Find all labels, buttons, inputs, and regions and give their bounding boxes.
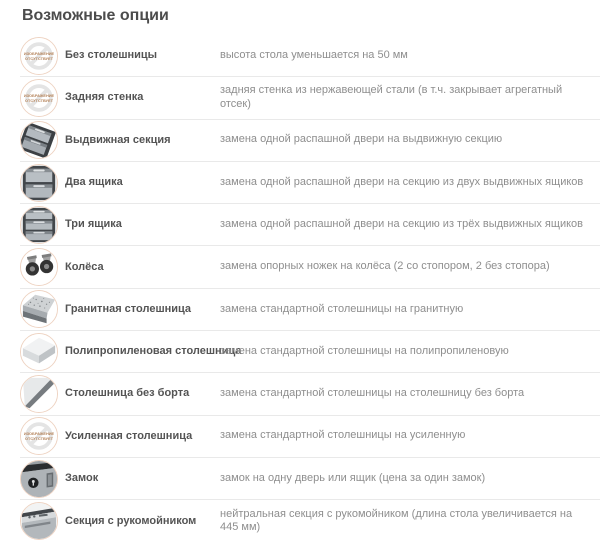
option-description: задняя стенка из нержавеющей стали (в т.ч. закрывает агрегатный отсек) bbox=[220, 84, 563, 110]
option-name: Замок bbox=[65, 472, 99, 485]
option-row bbox=[20, 246, 600, 288]
option-row bbox=[20, 35, 600, 77]
no-edge-top-icon bbox=[20, 375, 58, 413]
option-description: высота стола уменьшается на 50 мм bbox=[220, 48, 408, 61]
no-image-icon bbox=[20, 37, 58, 75]
option-row bbox=[20, 77, 600, 119]
no-image-icon bbox=[20, 417, 58, 455]
option-name: Колёса bbox=[65, 260, 104, 273]
option-name: Полипропиленовая столешница bbox=[65, 345, 242, 358]
option-description: замена стандартной столешницы на гранитную bbox=[220, 302, 464, 315]
svg-text:ИЗОБРАЖЕНИЕ: ИЗОБРАЖЕНИЕ bbox=[23, 431, 55, 437]
option-row bbox=[20, 373, 600, 415]
lock-icon bbox=[21, 461, 57, 497]
svg-text:ИЗОБРАЖЕНИЕ: ИЗОБРАЖЕНИЕ bbox=[23, 92, 55, 98]
option-name: Два ящика bbox=[65, 175, 123, 188]
washbasin-icon bbox=[21, 503, 57, 539]
two-drawers-icon bbox=[20, 164, 58, 202]
option-row bbox=[20, 500, 600, 542]
granite-top-icon bbox=[21, 291, 57, 327]
svg-text:ИЗОБРАЖЕНИЕ: ИЗОБРАЖЕНИЕ bbox=[23, 50, 55, 56]
svg-text:ОТСУТСТВУЕТ: ОТСУТСТВУЕТ bbox=[25, 55, 53, 61]
wheels-icon bbox=[20, 248, 58, 286]
page-title: Возможные опции bbox=[22, 7, 169, 24]
option-description: замена стандартной столешницы на полипропиленовую bbox=[220, 344, 509, 357]
no-image-icon bbox=[21, 80, 57, 116]
option-description: замок на одну дверь или ящик (цена за один замок) bbox=[220, 471, 486, 484]
option-name: Без столешницы bbox=[65, 49, 158, 62]
option-name: Секция с рукомойником bbox=[65, 514, 197, 527]
option-name: Усиленная столешница bbox=[65, 429, 193, 442]
no-image-icon bbox=[21, 38, 57, 74]
options-list bbox=[20, 35, 600, 543]
option-name: Выдвижная секция bbox=[65, 133, 171, 146]
granite-top-icon bbox=[20, 290, 58, 328]
option-row bbox=[20, 416, 600, 458]
option-description: нейтральная секция с рукомойником (длина стола увеличивается на 445 мм) bbox=[220, 507, 573, 534]
option-row bbox=[20, 289, 600, 331]
no-image-icon bbox=[20, 79, 58, 117]
option-name: Гранитная столешница bbox=[65, 302, 192, 315]
polypropylene-top-icon bbox=[20, 333, 58, 371]
option-description: замена одной распашной двери на секцию из трёх выдвижных ящиков bbox=[220, 217, 583, 230]
wheels-icon bbox=[21, 249, 57, 285]
three-drawers-icon bbox=[21, 207, 57, 243]
pullout-section-icon bbox=[21, 122, 57, 158]
option-row bbox=[20, 204, 600, 246]
no-image-icon bbox=[21, 418, 57, 454]
option-description: замена стандартной столешницы на усиленную bbox=[220, 429, 466, 442]
lock-icon bbox=[20, 460, 58, 498]
no-edge-top-icon bbox=[21, 376, 57, 412]
option-description: замена одной распашной двери на выдвижную секцию bbox=[220, 133, 503, 146]
polypropylene-top-icon bbox=[21, 334, 57, 370]
option-description: замена стандартной столешницы на столешницу без борта bbox=[220, 387, 525, 400]
washbasin-icon bbox=[20, 502, 58, 540]
option-description: замена опорных ножек на колёса (2 со стопором, 2 без стопора) bbox=[220, 260, 550, 273]
option-description: замена одной распашной двери на секцию из двух выдвижных ящиков bbox=[220, 175, 584, 188]
three-drawers-icon bbox=[20, 206, 58, 244]
option-name: Задняя стенка bbox=[65, 91, 144, 104]
two-drawers-icon bbox=[21, 165, 57, 201]
option-row bbox=[20, 458, 600, 500]
option-name: Столешница без борта bbox=[65, 387, 190, 400]
option-row bbox=[20, 120, 600, 162]
pullout-section-icon bbox=[20, 121, 58, 159]
option-row bbox=[20, 331, 600, 373]
option-name: Три ящика bbox=[65, 218, 122, 231]
svg-text:ОТСУТСТВУЕТ: ОТСУТСТВУЕТ bbox=[25, 436, 53, 442]
option-row bbox=[20, 162, 600, 204]
svg-text:ОТСУТСТВУЕТ: ОТСУТСТВУЕТ bbox=[25, 98, 53, 104]
